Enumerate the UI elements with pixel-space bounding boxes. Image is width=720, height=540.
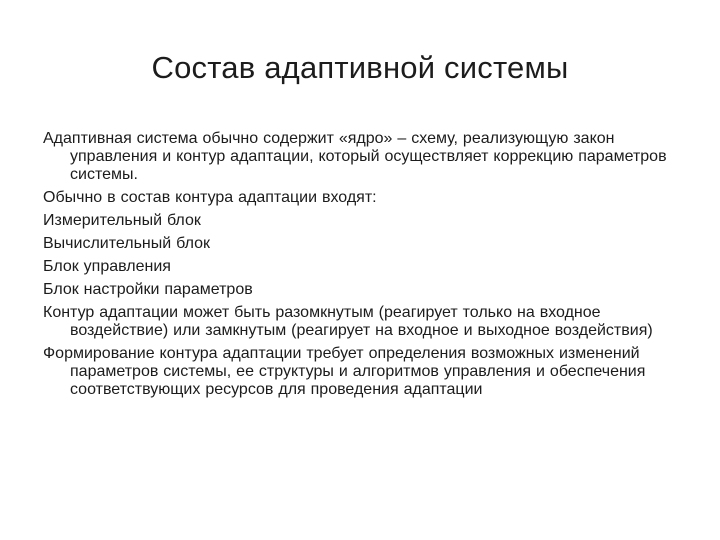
list-item-measuring-block: Измерительный блок <box>43 212 201 229</box>
list-item-control-block: Блок управления <box>43 258 171 275</box>
paragraph-core-description: Адаптивная система обычно содержит «ядро» – схему, реализующую закон управления и контур адаптации, который осуществляет коррекцию параметров системы. <box>43 130 667 183</box>
slide-content <box>43 130 693 404</box>
slide-title: Состав адаптивной системы <box>151 50 569 85</box>
list-item-computing-block: Вычислительный блок <box>43 235 210 252</box>
paragraph-contour-types: Контур адаптации может быть разомкнутым (реагирует только на входное воздействие) или замкнутым (реагирует на входное и выходное воздействия) <box>43 304 653 339</box>
paragraph-contour-composition: Обычно в состав контура адаптации входят: <box>43 189 377 206</box>
paragraph-contour-formation: Формирование контура адаптации требует определения возможных изменений параметров системы, ее структуры и алгоритмов управления и обеспечения соответствующих ресурсов для проведения адаптации <box>43 345 646 398</box>
list-item-tuning-block: Блок настройки параметров <box>43 281 253 298</box>
